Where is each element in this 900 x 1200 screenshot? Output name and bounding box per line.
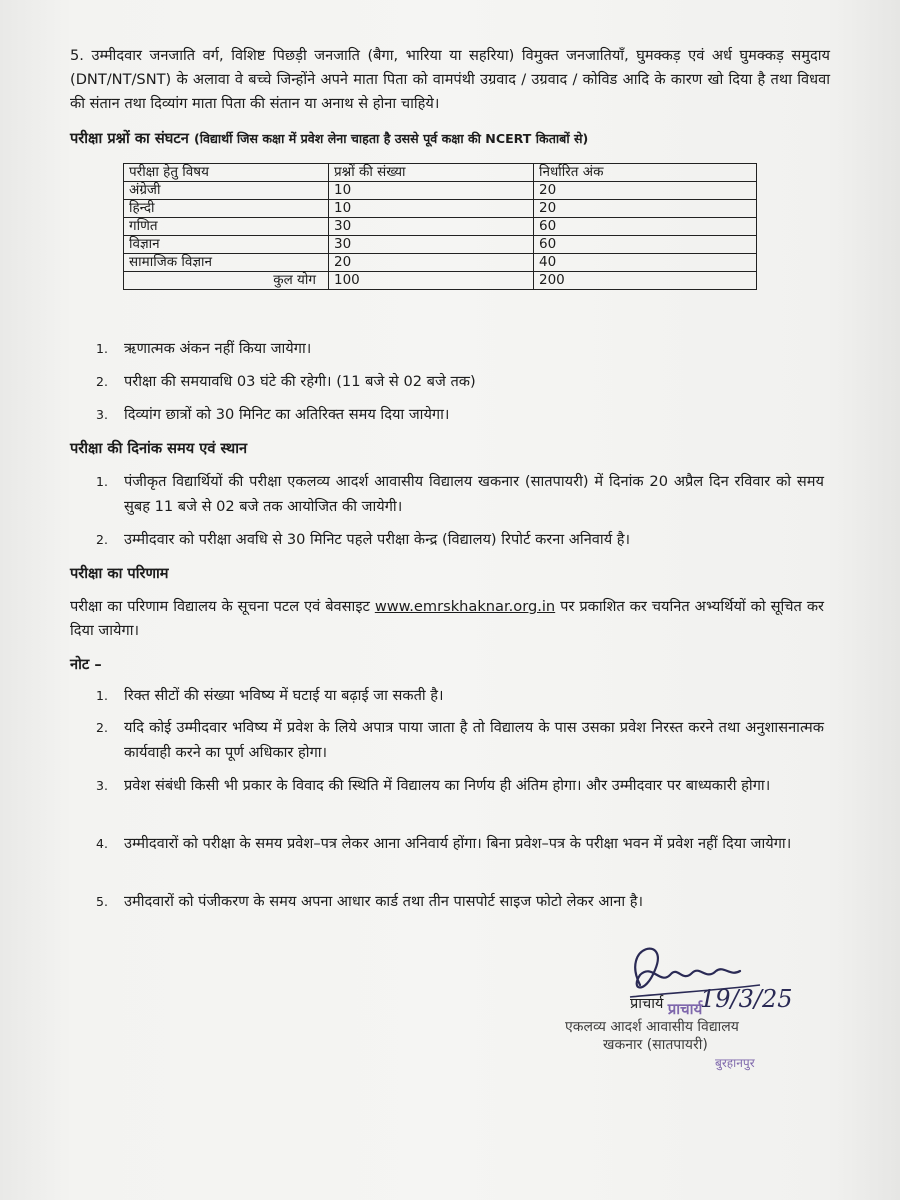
list-item [96, 889, 824, 914]
list-item [96, 336, 824, 361]
list-item [96, 831, 824, 856]
stamp-school-name: एकलव्य आदर्श आवासीय विद्यालय [565, 1019, 739, 1035]
list-item [96, 773, 824, 798]
table-row [124, 200, 757, 218]
list-text: प्रवेश संबंधी किसी भी प्रकार के विवाद की स्थिति में विद्यालय का निर्णय ही अंतिम होगा। और उम्मीदवार पर बाध्यकारी होगा। [124, 777, 771, 794]
list-text: उम्मीदवारों को परीक्षा के समय प्रवेश–पत्र लेकर आना अनिवार्य होंगा। बिना प्रवेश–पत्र के परीक्षा भवन में प्रवेश नहीं दिया जायेगा। [124, 835, 792, 852]
list-text: ऋणात्मक अंकन नहीं किया जायेगा। [124, 340, 312, 357]
list-item [96, 369, 824, 394]
table-header-row [124, 164, 757, 182]
list-text: पंजीकृत विद्यार्थियों की परीक्षा एकलव्य आदर्श आवासीय विद्यालय खकनार (सातपायरी) में दिनांक 20 अप्रैल दिन रविवार को समय सुबह 11 बजे से 02 बजे तक आयोजित की जायेगी। [124, 473, 824, 515]
designation: प्राचार्य [630, 996, 664, 1012]
result-text-before: परीक्षा का परिणाम विद्यालय के सूचना पटल एवं बेवसाइट [70, 598, 370, 615]
list-text: यदि कोई उम्मीदवार भविष्य में प्रवेश के लिये अपात्र पाया जाता है तो विद्यालय के पास उसका प्रवेश निरस्त करने तथा अनुशासनात्मक कार्यवाही करने का पूर्ण अधिकार होगा। [124, 719, 824, 761]
website-link[interactable]: www.emrskhaknar.org.in [374, 598, 556, 615]
list-text: रिक्त सीटों की संख्या भविष्य में घटाई या बढ़ाई जा सकती है। [124, 687, 444, 704]
table-total-marks: 200 [534, 272, 757, 290]
table-row [124, 218, 757, 236]
list-number: 2. [96, 720, 108, 735]
list-number: 1. [96, 688, 108, 703]
table-cell: 20 [329, 254, 534, 272]
list-number: 2. [96, 532, 108, 547]
list-item [96, 469, 824, 519]
table-cell: 60 [534, 236, 757, 254]
table-header-cell: परीक्षा हेतु विषय [124, 164, 329, 182]
table-header-cell: निर्धारित अंक [534, 164, 757, 182]
table-cell: विज्ञान [124, 236, 329, 254]
table-cell: 30 [329, 236, 534, 254]
table-row [124, 254, 757, 272]
table-total-label: कुल योग [124, 272, 329, 290]
table-cell: गणित [124, 218, 329, 236]
school-stamp [565, 1000, 805, 1072]
marks-table [123, 163, 757, 290]
table-total-row [124, 272, 757, 290]
notes-heading: नोट – [70, 656, 102, 673]
stamp-place: खकनार (सातपायरी) [603, 1037, 708, 1053]
list-number: 2. [96, 374, 108, 389]
eligibility-point-5: 5. उम्मीदवार जनजाति वर्ग, विशिष्ट पिछड़ी जनजाति (बैगा, भारिया या सहरिया) विमुक्त जनजातियाँ, घुमक्कड़ एवं अर्ध घुमक्कड़ समुदाय (DNT/NT/SNT) के अलावा वे बच्चे जिन्होंने अपने माता पिता को वामपंथी उग्रवाद / उग्रवाद / कोविड आदि के कारण खो दिया है तथा विधवा की संतान तथा दिव्यांग माता पिता की संतान या अनाथ से होना चाहिये। [70, 47, 830, 112]
list-item [96, 527, 824, 552]
exam-structure-subtitle: (विद्यार्थी जिस कक्षा में प्रवेश लेना चाहता है उससे पूर्व कक्षा की NCERT किताबों से) [193, 131, 589, 146]
table-row [124, 182, 757, 200]
table-cell: सामाजिक विज्ञान [124, 254, 329, 272]
table-cell: 20 [534, 200, 757, 218]
list-number: 4. [96, 836, 108, 851]
exam-structure-heading [70, 128, 588, 148]
list-number: 3. [96, 407, 108, 422]
table-cell: 10 [329, 182, 534, 200]
stamp-designation: प्राचार्य [667, 1000, 703, 1018]
result-heading: परीक्षा का परिणाम [70, 565, 169, 582]
table-header-cell: प्रश्नों की संख्या [329, 164, 534, 182]
list-text: परीक्षा की समयावधि 03 घंटे की रहेगी। (11 बजे से 02 बजे तक) [124, 373, 476, 390]
list-item [96, 715, 824, 765]
list-text: उम्मीदवार को परीक्षा अवधि से 30 मिनिट पहले परीक्षा केन्द्र (विद्यालय) रिपोर्ट करना अनिवार्य है। [124, 531, 631, 548]
list-text: उमीदवारों को पंजीकरण के समय अपना आधार कार्ड तथा तीन पासपोर्ट साइज फोटो लेकर आना है। [124, 893, 644, 910]
table-cell: 10 [329, 200, 534, 218]
list-number: 3. [96, 778, 108, 793]
table-cell: 40 [534, 254, 757, 272]
table-cell: 30 [329, 218, 534, 236]
table-cell: 20 [534, 182, 757, 200]
result-text-after: पर प्रकाशित कर चयनित अभ्यर्थियों को सूचित कर दिया जायेगा। [70, 598, 824, 639]
list-number: 1. [96, 341, 108, 356]
list-number: 5. [96, 894, 108, 909]
table-cell: हिन्दी [124, 200, 329, 218]
stamp-district: बुरहानपुर [715, 1056, 755, 1070]
list-number: 1. [96, 474, 108, 489]
list-item [96, 402, 824, 427]
list-text: दिव्यांग छात्रों को 30 मिनिट का अतिरिक्त समय दिया जायेगा। [124, 406, 450, 423]
result-paragraph [70, 595, 824, 643]
exam-structure-title: परीक्षा प्रश्नों का संघटन [70, 130, 189, 147]
table-total-questions: 100 [329, 272, 534, 290]
schedule-heading: परीक्षा की दिनांक समय एवं स्थान [70, 440, 248, 457]
list-item [96, 683, 824, 708]
table-cell: अंग्रेजी [124, 182, 329, 200]
table-cell: 60 [534, 218, 757, 236]
table-row [124, 236, 757, 254]
signature-date: 19/3/25 [700, 985, 793, 1013]
